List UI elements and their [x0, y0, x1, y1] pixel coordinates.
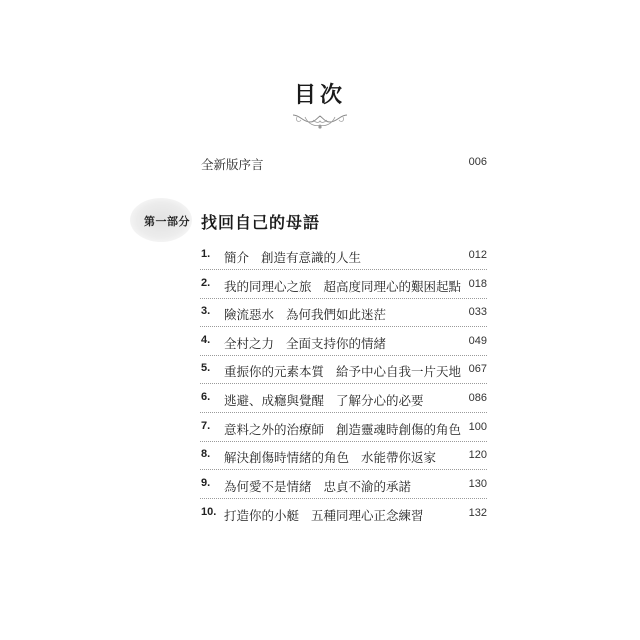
chapter-title: 逃避、成癮與覺醒: [224, 393, 325, 408]
chapter-number: 7.: [201, 420, 211, 432]
preface-title: 全新版序言: [201, 157, 264, 172]
page-number: 132: [468, 507, 487, 519]
chapter-title: 我的同理心之旅: [224, 279, 312, 294]
dotted-divider: [200, 326, 487, 327]
preface-entry[interactable]: [0, 155, 640, 175]
dotted-divider: [200, 298, 487, 299]
chapter-title: 全村之力: [224, 336, 275, 351]
page-number: 120: [468, 449, 487, 461]
chapter-subtitle: 給予中心自我一片天地: [336, 364, 462, 379]
chapter-title: 重振你的元素本質: [224, 364, 325, 379]
chapter-subtitle: 全面支持你的情緒: [286, 336, 387, 351]
chapter-title: 意料之外的治療師: [224, 422, 325, 437]
dotted-divider: [200, 383, 487, 384]
page-number: 130: [468, 478, 487, 490]
chapter-entry[interactable]: [0, 334, 640, 354]
chapter-entry[interactable]: [0, 420, 640, 440]
chapter-number: 2.: [201, 277, 211, 289]
page-title: 目次: [293, 83, 346, 108]
page-number: 018: [468, 278, 487, 290]
chapter-number: 5.: [201, 362, 211, 374]
chapter-subtitle: 五種同理心正念練習: [311, 508, 424, 523]
dotted-divider: [200, 441, 487, 442]
chapter-entry[interactable]: [0, 391, 640, 411]
dotted-divider: [200, 469, 487, 470]
chapter-subtitle: 創造靈魂時創傷的角色: [336, 422, 462, 437]
chapter-entry[interactable]: [0, 477, 640, 497]
chapter-title: 解決創傷時情緒的角色: [224, 450, 350, 465]
page-number: 006: [468, 156, 487, 168]
chapter-entry[interactable]: [0, 448, 640, 468]
chapter-subtitle: 了解分心的必要: [336, 393, 424, 408]
chapter-number: 6.: [201, 391, 211, 403]
dotted-divider: [200, 412, 487, 413]
chapter-subtitle: 水能帶你返家: [361, 450, 437, 465]
chapter-number: 9.: [201, 477, 211, 489]
page-number: 033: [468, 306, 487, 318]
page-number: 049: [468, 335, 487, 347]
chapter-title: 簡介: [224, 250, 250, 265]
page-number: 100: [468, 421, 487, 433]
chapter-number: 1.: [201, 248, 211, 260]
page-number: 067: [468, 363, 487, 375]
part-label: 第一部分: [144, 215, 190, 228]
chapter-entry[interactable]: [0, 305, 640, 325]
chapter-subtitle: 創造有意識的人生: [261, 250, 362, 265]
dotted-divider: [200, 355, 487, 356]
chapter-entry[interactable]: [0, 362, 640, 382]
chapter-entry[interactable]: [0, 248, 640, 268]
chapter-title: 為何愛不是情緒: [224, 479, 312, 494]
dotted-divider: [200, 269, 487, 270]
part-title: 找回自己的母語: [201, 213, 321, 232]
chapter-number: 4.: [201, 334, 211, 346]
ornament-divider: [145, 108, 495, 132]
page-number: 086: [468, 392, 487, 404]
chapter-subtitle: 超高度同理心的艱困起點: [323, 279, 462, 294]
chapter-subtitle: 為何我們如此迷茫: [286, 307, 387, 322]
chapter-entry[interactable]: [0, 506, 640, 526]
chapter-number: 10.: [201, 506, 217, 518]
chapter-number: 3.: [201, 305, 211, 317]
chapter-number: 8.: [201, 448, 211, 460]
chapter-title: 險流惡水: [224, 307, 275, 322]
chapter-subtitle: 忠貞不渝的承諾: [323, 479, 412, 494]
chapter-title: 打造你的小艇: [224, 508, 300, 523]
dotted-divider: [200, 498, 487, 499]
chapter-entry[interactable]: [0, 277, 640, 297]
page-number: 012: [468, 249, 487, 261]
